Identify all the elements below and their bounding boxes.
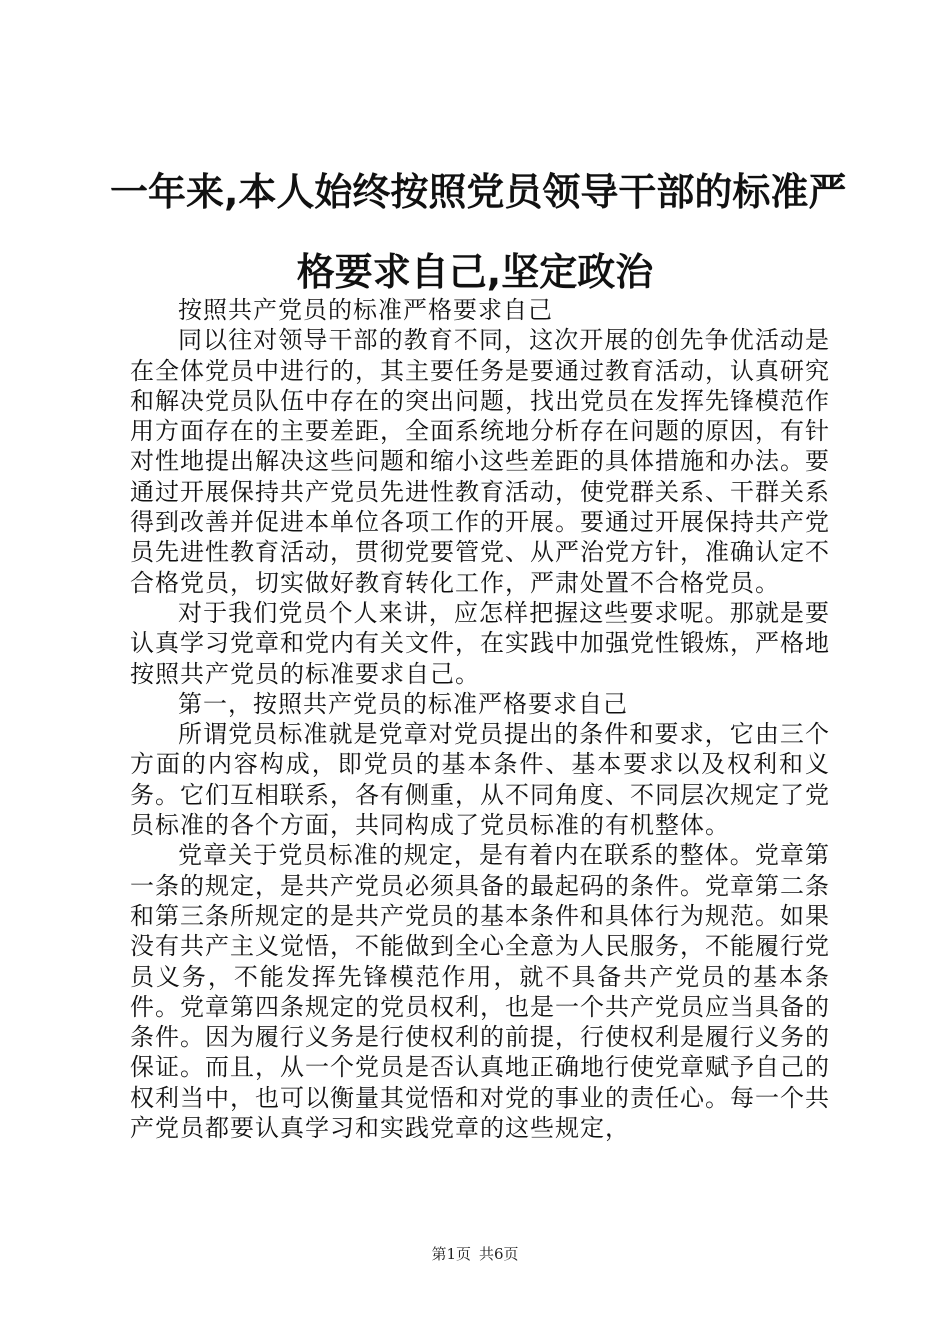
page-footer [0,1243,950,1264]
paragraph: 所谓党员标准就是党章对党员提出的条件和要求，它由三个方面的内容构成，即党员的基本条件、基本要求以及权利和义务。它们互相联系，各有侧重，从不同角度、不同层次规定了党员标准的各个方面，共同构成了党员标准的有机整体。 [130,720,830,840]
page-number: 第1页 [431,1245,471,1263]
paragraph: 党章关于党员标准的规定，是有着内在联系的整体。党章第一条的规定，是共产党员必须具备的最起码的条件。党章第二条和第三条所规定的是共产党员的基本条件和具体行为规范。如果没有共产主义觉悟，不能做到全心全意为人民服务，不能履行党员义务，不能发挥先锋模范作用，就不具备共产党员的基本条件。党章第四条规定的党员权利，也是一个共产党员应当具备的条件。因为履行义务是行使权利的前提，行使权利是履行义务的保证。而且，从一个党员是否认真地正确地行使党章赋予自己的权利当中，也可以衡量其觉悟和对党的事业的责任心。每一个共产党员都要认真学习和实践党章的这些规定， [130,841,830,1143]
page-total: 共6页 [479,1245,519,1263]
paragraph: 对于我们党员个人来讲，应怎样把握这些要求呢。那就是要认真学习党章和党内有关文件，在实践中加强党性锻炼，严格地按照共产党员的标准要求自己。 [130,598,830,688]
title-line-1: 一年来,本人始终按照党员领导干部的标准严 [110,170,847,214]
paragraph-subtitle: 按照共产党员的标准严格要求自己 [178,296,553,324]
paragraph: 同以往对领导干部的教育不同，这次开展的创先争优活动是在全体党员中进行的，其主要任务是要通过教育活动，认真研究和解决党员队伍中存在的突出问题，找出党员在发挥先锋模范作用方面存在的主要差距，全面系统地分析存在问题的原因，有针对性地提出解决这些问题和缩小这些差距的具体措施和办法。要通过开展保持共产党员先进性教育活动，使党群关系、干群关系得到改善并促进本单位各项工作的开展。要通过开展保持共产党员先进性教育活动，贯彻党要管党、从严治党方针，准确认定不合格党员，切实做好教育转化工作，严肃处置不合格党员。 [130,326,830,597]
title-line-2: 格要求自己,坚定政治 [296,250,654,294]
document-title [110,152,847,312]
document-body [130,295,830,1143]
paragraph-heading: 第一，按照共产党员的标准严格要求自己 [178,689,628,718]
